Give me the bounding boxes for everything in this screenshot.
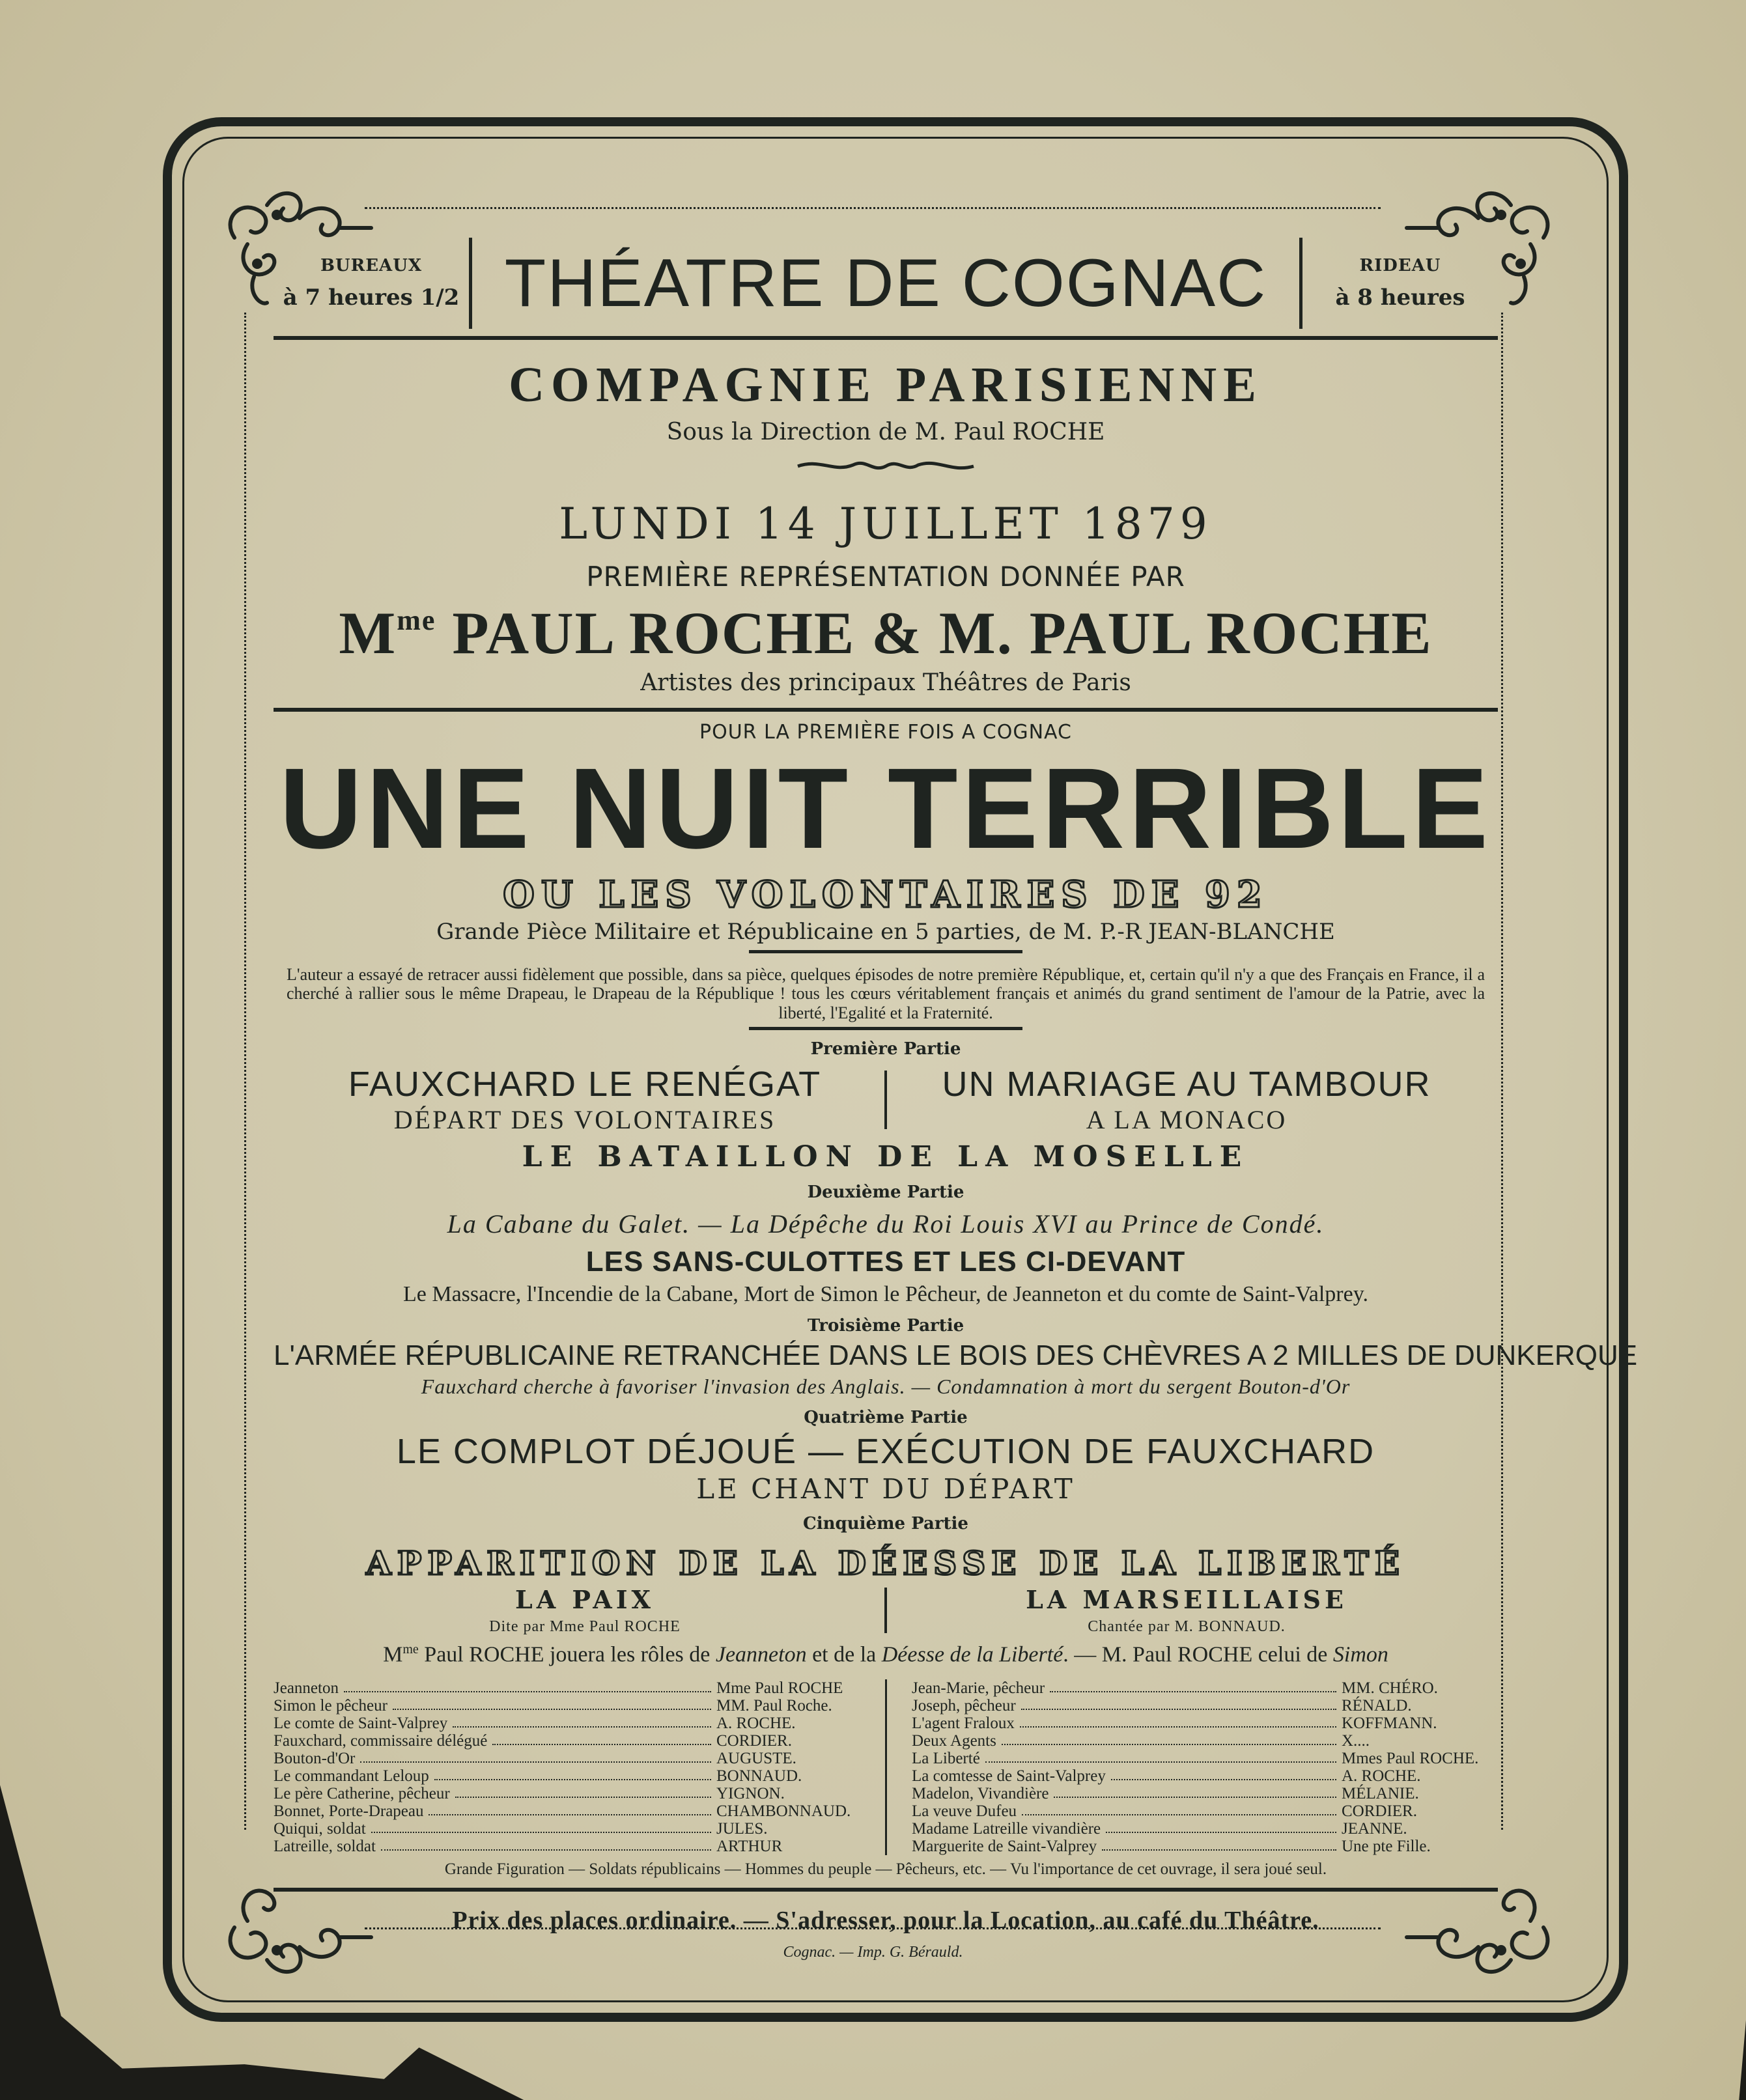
part-2-desc: Le Massacre, l'Incendie de la Cabane, Mort de Simon le Pêcheur, de Jeanneton et du comte de Saint-Valprey. xyxy=(403,1282,1368,1307)
cast-row xyxy=(912,1767,1498,1785)
cast-leader-dots xyxy=(1054,1785,1336,1798)
part-3-label: Troisième Partie xyxy=(807,1316,965,1336)
cast-role: Bouton-d'Or xyxy=(274,1749,356,1767)
cast-leader-dots xyxy=(360,1750,711,1763)
cast-actor: CORDIER. xyxy=(716,1731,792,1750)
part-3-title: L'ARMÉE RÉPUBLICAINE RETRANCHÉE DANS LE BOIS DES CHÈVRES A 2 MILLES DE DUNKERQUE xyxy=(274,1339,1638,1372)
box-office-time: à 7 heures 1/2 xyxy=(283,285,460,311)
curtain-label: RIDEAU xyxy=(1359,256,1441,275)
performers-prefix: M xyxy=(339,600,397,666)
part-1-right xyxy=(900,1064,1473,1135)
cast-leader-dots xyxy=(344,1679,711,1692)
cast-role: Le comte de Saint-Valprey xyxy=(274,1714,448,1732)
artistes-line: Artistes des principaux Théâtres de Paris xyxy=(640,669,1131,696)
play-genre: Grande Pièce Militaire et Républicaine en 5 parties, de M. P.-R JEAN-BLANCHE xyxy=(436,918,1335,945)
roles-note xyxy=(274,1642,1498,1667)
cast-leader-dots xyxy=(1022,1802,1336,1815)
cast-row xyxy=(912,1715,1498,1732)
cast-leader-dots xyxy=(453,1715,711,1728)
play-subtitle: OU LES VOLONTAIRES DE 92 xyxy=(503,873,1269,916)
cast-leader-dots xyxy=(1021,1697,1336,1710)
box-office-label: BUREAUX xyxy=(320,256,423,275)
cast-role: La comtesse de Saint-Valprey xyxy=(912,1767,1106,1785)
header-row xyxy=(274,234,1498,332)
right-wavy-rule xyxy=(1501,313,1503,1830)
section-rule xyxy=(274,708,1498,712)
part-1-left xyxy=(298,1064,871,1135)
cast-row xyxy=(912,1679,1498,1697)
cast-row xyxy=(274,1820,860,1838)
cast-row xyxy=(274,1715,860,1732)
cast-actor: MM. Paul Roche. xyxy=(716,1696,832,1715)
part-5-label: Cinquième Partie xyxy=(803,1514,968,1534)
cast-column-right xyxy=(912,1679,1498,1855)
part-2-title: LES SANS-CULOTTES ET LES CI-DEVANT xyxy=(585,1246,1186,1278)
cast-leader-dots xyxy=(455,1785,711,1798)
cast-actor: A. ROCHE. xyxy=(1342,1767,1421,1785)
cast-row xyxy=(274,1750,860,1767)
cast-role: Joseph, pêcheur xyxy=(912,1696,1016,1715)
part-4-sub: LE CHANT DU DÉPART xyxy=(696,1473,1075,1505)
part-5-right-title: LA MARSEILLAISE xyxy=(1026,1585,1347,1615)
part-5-left-credit: Dite par Mme Paul ROCHE xyxy=(489,1618,681,1636)
part-2-italic: La Cabane du Galet. — La Dépêche du Roi Louis XVI au Prince de Condé. xyxy=(447,1209,1325,1239)
cast-actor: YIGNON. xyxy=(716,1784,785,1802)
cast-leader-dots xyxy=(985,1750,1336,1763)
cast-leader-dots xyxy=(1111,1767,1336,1780)
part-1-split xyxy=(274,1064,1498,1135)
cast-row xyxy=(274,1767,860,1785)
part-5-title: APPARITION DE LA DÉESSE DE LA LIBERTÉ xyxy=(366,1544,1405,1583)
roles-note-text: . — M. Paul ROCHE celui de xyxy=(1063,1642,1333,1667)
roles-note-text: Paul ROCHE jouera les rôles de xyxy=(418,1642,716,1667)
cast-actor: A. ROCHE. xyxy=(716,1714,796,1732)
performers-line xyxy=(274,599,1498,668)
cast-row xyxy=(274,1697,860,1715)
cast-row xyxy=(274,1732,860,1750)
short-rule xyxy=(749,950,1022,953)
roles-note-prefix: M xyxy=(383,1642,403,1667)
cast-actor: MM. CHÉRO. xyxy=(1342,1679,1438,1697)
cast-role: Le père Catherine, pêcheur xyxy=(274,1784,450,1802)
cast-role: Madelon, Vivandière xyxy=(912,1784,1049,1802)
cast-actor: Mmes Paul ROCHE. xyxy=(1342,1749,1479,1767)
cast-role: Le commandant Leloup xyxy=(274,1767,429,1785)
cast-role: Jeanneton xyxy=(274,1679,339,1697)
cast-row xyxy=(912,1732,1498,1750)
top-wavy-rule xyxy=(365,207,1381,212)
cast-leader-dots xyxy=(1002,1732,1336,1745)
cast-actor: MÉLANIE. xyxy=(1342,1784,1419,1802)
header-rule xyxy=(274,336,1498,340)
cast-actor: JULES. xyxy=(716,1819,768,1838)
cast-role: La Liberté xyxy=(912,1749,980,1767)
cast-role: Deux Agents xyxy=(912,1731,996,1750)
part-5-left xyxy=(298,1585,871,1636)
cast-leader-dots xyxy=(429,1802,711,1815)
cast-actor: RÉNALD. xyxy=(1342,1696,1412,1715)
cast-leader-dots xyxy=(1050,1679,1336,1692)
part-2-label: Deuxième Partie xyxy=(807,1183,965,1203)
cast-row xyxy=(912,1697,1498,1715)
performers-sup: me xyxy=(397,604,436,636)
short-rule xyxy=(749,1027,1022,1030)
cast-role: Fauxchard, commissaire délégué xyxy=(274,1731,488,1750)
part-1-bottom: LE BATAILLON DE LA MOSELLE xyxy=(522,1140,1250,1174)
part-5-divider xyxy=(884,1588,887,1633)
cast-actor: AUGUSTE. xyxy=(716,1749,796,1767)
cast-leader-dots xyxy=(1102,1838,1336,1851)
cast-actor: JEANNE. xyxy=(1342,1819,1407,1838)
cast-actor: BONNAUD. xyxy=(716,1767,802,1785)
part-1-label: Première Partie xyxy=(810,1039,961,1059)
poster-content xyxy=(274,234,1638,1935)
cast-role: Madame Latreille vivandière xyxy=(912,1819,1101,1838)
first-time-line: POUR LA PREMIÈRE FOIS A COGNAC xyxy=(699,720,1072,744)
cast-leader-dots xyxy=(1020,1715,1336,1728)
cast-actor: Une pte Fille. xyxy=(1342,1837,1431,1855)
part-1-left-title: FAUXCHARD LE RENÉGAT xyxy=(348,1065,822,1104)
cast-role: Latreille, soldat xyxy=(274,1837,376,1855)
part-1-divider xyxy=(884,1071,887,1129)
roles-note-role: Déesse de la Liberté xyxy=(881,1642,1063,1667)
cast-row xyxy=(912,1838,1498,1855)
cast-actor: X.... xyxy=(1342,1731,1370,1750)
part-5-left-title: LA PAIX xyxy=(515,1585,655,1615)
part-1-right-title: UN MARIAGE AU TAMBOUR xyxy=(942,1065,1431,1104)
cast-leader-dots xyxy=(1106,1820,1336,1833)
cast-row xyxy=(912,1802,1498,1820)
part-5-right xyxy=(900,1585,1473,1636)
cast-row xyxy=(912,1750,1498,1767)
cast-role: Quiqui, soldat xyxy=(274,1819,366,1838)
roles-note-role: Jeanneton xyxy=(715,1642,807,1667)
prices-line: Prix des places ordinaire. — S'adresser, pour la Location, au café du Théâtre. xyxy=(452,1906,1319,1934)
cast-row xyxy=(274,1785,860,1802)
play-title: UNE NUIT TERRIBLE xyxy=(279,744,1492,873)
cast-actor: ARTHUR xyxy=(716,1837,783,1855)
cast-role: La veuve Dufeu xyxy=(912,1802,1017,1820)
cast-actor: KOFFMANN. xyxy=(1342,1714,1437,1732)
box-office-info xyxy=(274,256,469,311)
cast-role: Marguerite de Saint-Valprey xyxy=(912,1837,1097,1855)
roles-note-role: Simon xyxy=(1332,1642,1388,1667)
cast-row xyxy=(912,1785,1498,1802)
left-wavy-rule xyxy=(244,313,246,1830)
cast-divider xyxy=(885,1679,887,1855)
roles-note-sup: me xyxy=(402,1642,419,1657)
curtain-info xyxy=(1302,256,1498,311)
printer-credit: Cognac. — Imp. G. Bérauld. xyxy=(783,1944,963,1961)
part-1-left-sub: DÉPART DES VOLONTAIRES xyxy=(393,1105,776,1135)
part-4-label: Quatrième Partie xyxy=(804,1408,968,1428)
cast-leader-dots xyxy=(381,1838,711,1851)
figuration-line: Grande Figuration — Soldats républicains — Hommes du peuple — Pêcheurs, etc. — Vu l'importance de cet ouvrage, il sera joué seul. xyxy=(444,1860,1327,1878)
cast-row xyxy=(274,1802,860,1820)
cast-leader-dots xyxy=(434,1767,711,1780)
premiere-line: PREMIÈRE REPRÉSENTATION DONNÉE PAR xyxy=(586,561,1185,593)
cast-leader-dots xyxy=(371,1820,711,1833)
cast-list xyxy=(274,1679,1498,1855)
part-1-right-sub: A LA MONACO xyxy=(1086,1105,1288,1135)
flourish-icon xyxy=(795,453,977,479)
cast-leader-dots xyxy=(393,1697,711,1710)
play-intro: L'auteur a essayé de retracer aussi fidèlement que possible, dans sa pièce, quelques épisodes de notre première République, et, certain qu'il n'y a que des Français en France, il a cherché à rallier sous le même Drapeau, le Drapeau de la République ! tous les cœurs véritablement français et animés du grand sentiment de l'amour de la Patrie, avec la liberté, l'Egalité et la Fraternité. xyxy=(287,964,1485,1023)
part-5-right-credit: Chantée par M. BONNAUD. xyxy=(1088,1618,1286,1636)
company-direction: Sous la Direction de M. Paul ROCHE xyxy=(666,419,1105,445)
cast-actor: Mme Paul ROCHE xyxy=(716,1679,843,1697)
roles-note-text: et de la xyxy=(806,1642,882,1667)
cast-role: Simon le pêcheur xyxy=(274,1696,387,1715)
cast-role: Bonnet, Porte-Drapeau xyxy=(274,1802,424,1820)
cast-actor: CHAMBONNAUD. xyxy=(716,1802,851,1820)
cast-actor: CORDIER. xyxy=(1342,1802,1417,1820)
cast-row xyxy=(912,1820,1498,1838)
cast-column-left xyxy=(274,1679,860,1855)
part-4-title: LE COMPLOT DÉJOUÉ — EXÉCUTION DE FAUXCHARD xyxy=(396,1432,1375,1472)
part-5-split xyxy=(274,1585,1498,1636)
company-name: COMPAGNIE PARISIENNE xyxy=(509,357,1263,412)
performers-names: PAUL ROCHE & M. PAUL ROCHE xyxy=(452,600,1433,666)
cast-role: Jean-Marie, pêcheur xyxy=(912,1679,1045,1697)
cast-leader-dots xyxy=(492,1732,711,1745)
curtain-time: à 8 heures xyxy=(1335,285,1465,311)
footer-rule xyxy=(274,1888,1498,1892)
event-date: LUNDI 14 JUILLET 1879 xyxy=(559,499,1213,549)
theatre-title: THÉATRE DE COGNAC xyxy=(504,245,1267,321)
cast-row xyxy=(274,1679,860,1697)
part-3-italic: Fauxchard cherche à favoriser l'invasion des Anglais. — Condamnation à mort du sergent Bouton-d'Or xyxy=(421,1375,1351,1399)
cast-row xyxy=(274,1838,860,1855)
cast-role: L'agent Fraloux xyxy=(912,1714,1015,1732)
